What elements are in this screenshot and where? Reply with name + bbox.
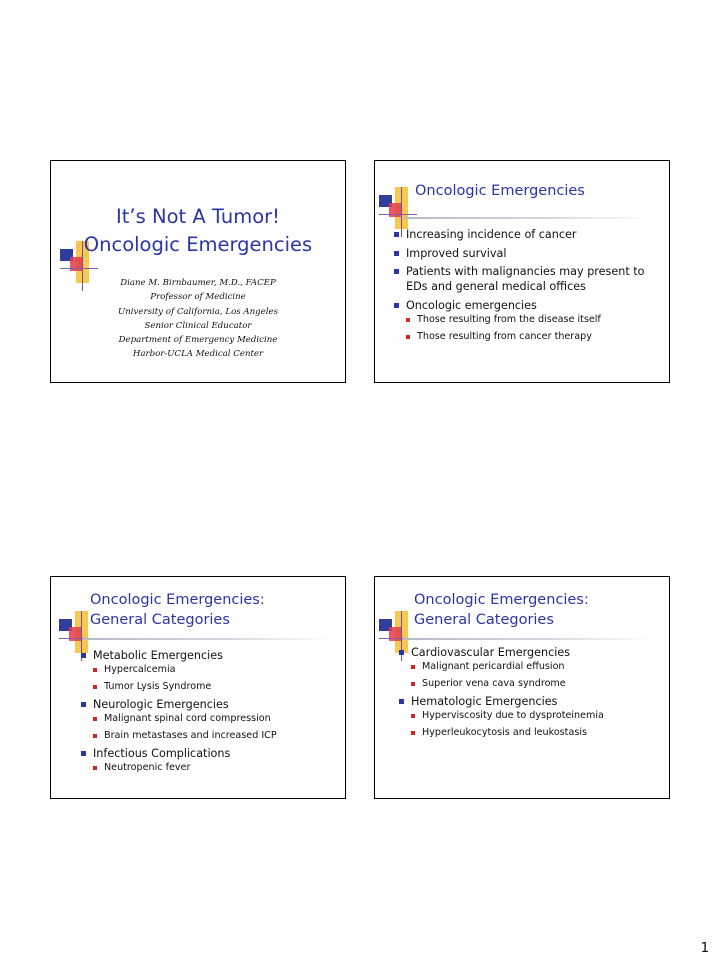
sub-bullet-item: Neutropenic fever	[93, 761, 336, 774]
bullet-text: Infectious Complications	[93, 747, 231, 760]
bullet-text: Increasing incidence of cancer	[406, 228, 577, 241]
sub-bullet-item: Hyperviscosity due to dysproteinemia	[411, 709, 661, 722]
slide-1-title-line2: Oncologic Emergencies	[83, 233, 313, 256]
title-divider	[403, 217, 653, 219]
bullet-text: Improved survival	[406, 246, 507, 260]
slide-2-body	[394, 227, 659, 347]
bullet-text: Hematologic Emergencies	[411, 695, 558, 708]
slide-3-title-line2: General Categories	[90, 612, 230, 628]
bullet-item	[394, 298, 659, 343]
sub-bullet-item: Malignant pericardial effusion	[411, 660, 661, 673]
slide-4	[374, 576, 670, 799]
bullet-item	[81, 697, 336, 742]
slide-3	[50, 576, 346, 799]
credit-line: Department of Emergency Medicine	[118, 335, 278, 346]
sub-bullet-item: Superior vena cava syndrome	[411, 677, 661, 690]
credit-line: University of California, Los Angeles	[118, 306, 278, 317]
slide-2-title: Oncologic Emergencies	[415, 183, 585, 199]
slide-4-title-line1: Oncologic Emergencies:	[414, 592, 589, 608]
slide-1-title-line1: It’s Not A Tumor!	[116, 205, 280, 228]
sub-bullet-item: Malignant spinal cord compression	[93, 712, 336, 725]
sub-bullet-item: Hyperleukocytosis and leukostasis	[411, 726, 661, 739]
slide-4-body	[399, 645, 661, 743]
bullet-text: Patients with malignancies may present to EDs and general medical offices	[406, 265, 645, 293]
sub-bullet-item: Brain metastases and increased ICP	[93, 729, 336, 742]
bullet-item	[399, 645, 661, 690]
slide-3-body	[81, 648, 336, 778]
bullet-item	[81, 648, 336, 693]
title-divider	[83, 638, 333, 640]
credit-line: Professor of Medicine	[150, 292, 246, 303]
slide-3-title-line1: Oncologic Emergencies:	[90, 592, 265, 608]
bullet-item	[394, 227, 659, 242]
credit-line: Diane M. Birnbaumer, M.D., FACEP	[120, 278, 276, 288]
bullet-item	[394, 246, 659, 261]
sub-bullet-item: Those resulting from the disease itself	[406, 313, 659, 326]
sub-bullet-item: Tumor Lysis Syndrome	[93, 680, 336, 693]
bullet-text: Neurologic Emergencies	[93, 698, 229, 711]
credit-line: Harbor-UCLA Medical Center	[132, 349, 264, 360]
title-divider	[403, 638, 653, 640]
bullet-item	[394, 264, 659, 294]
bullet-text: Oncologic emergencies	[406, 298, 537, 312]
bullet-text: Cardiovascular Emergencies	[411, 646, 571, 659]
slide-1-title	[50, 160, 346, 383]
sub-bullet-item: Those resulting from cancer therapy	[406, 330, 659, 343]
bullet-item	[399, 694, 661, 739]
bullet-item	[81, 746, 336, 774]
slide-1-credits	[51, 276, 345, 362]
credit-line: Senior Clinical Educator	[144, 320, 252, 331]
slide-4-title-line2: General Categories	[414, 612, 554, 628]
slide-2	[374, 160, 670, 383]
page-number: 1	[700, 941, 709, 956]
bullet-text: Metabolic Emergencies	[93, 649, 223, 662]
sub-bullet-item: Hypercalcemia	[93, 663, 336, 676]
